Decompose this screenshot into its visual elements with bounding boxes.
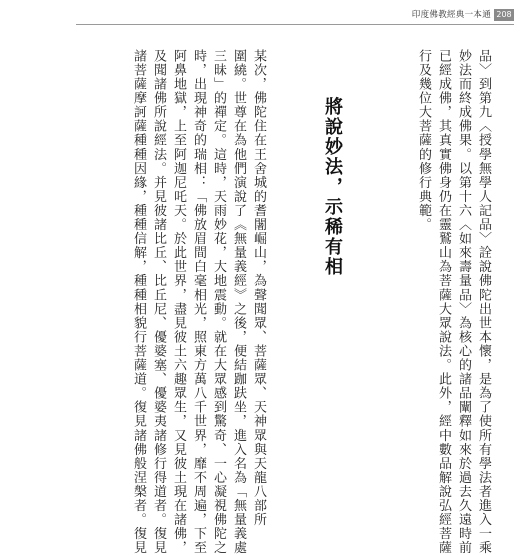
text-column: 諸菩薩摩訶薩種種因緣，種種信解，種種相貌行菩薩道。復見諸佛般涅槃者。復見 xyxy=(131,49,146,555)
text-column: 行及幾位大菩薩的修行典範。 xyxy=(416,49,431,232)
text-column: 阿鼻地獄，上至阿迦尼吒天。於此世界，盡見彼土六趣眾生，又見彼土現在諸佛， xyxy=(171,49,186,555)
text-column: 品〉到第九〈授學無學人記品〉詮說佛陀出世本懷，是為了使所有學法者進入一乘 xyxy=(476,49,491,555)
text-column: 圍繞。世尊在為他們演說了《無量義經》之後，便結跏趺坐，進入名為「無量義處 xyxy=(231,49,246,555)
section-heading: 將說妙法，示稀有相 xyxy=(322,97,343,277)
text-column: 已經成佛，其真實佛身仍在靈鷲山為菩薩大眾說法。此外，經中數品解說弘經菩薩 xyxy=(436,49,451,555)
text-column: 及聞諸佛所說經法。并見彼諸比丘、比丘尼、優婆塞、優婆夷諸修行得道者。復見 xyxy=(151,49,166,555)
text-column: 三昧」的禪定。這時，天雨妙花，大地震動。就在大眾感到驚奇、一心凝視佛陀之 xyxy=(211,49,226,555)
text-column: 某次，佛陀住在王舍城的耆闍崛山，為聲聞眾、菩薩眾、天神眾與天龍八部所 xyxy=(251,49,266,527)
text-column: 時，出現神奇的瑞相：「佛放眉間白毫相光，照東方萬八千世界，靡不周遍，下至 xyxy=(191,49,206,555)
page-number: 208 xyxy=(494,9,514,21)
header-divider xyxy=(76,24,514,25)
page-header-title: 印度佛教經典一本通 xyxy=(411,10,491,20)
text-column: 妙法而終成佛果。以第十六〈如來壽量品〉為核心的諸品闡釋如來於過去久遠時前 xyxy=(456,49,471,555)
